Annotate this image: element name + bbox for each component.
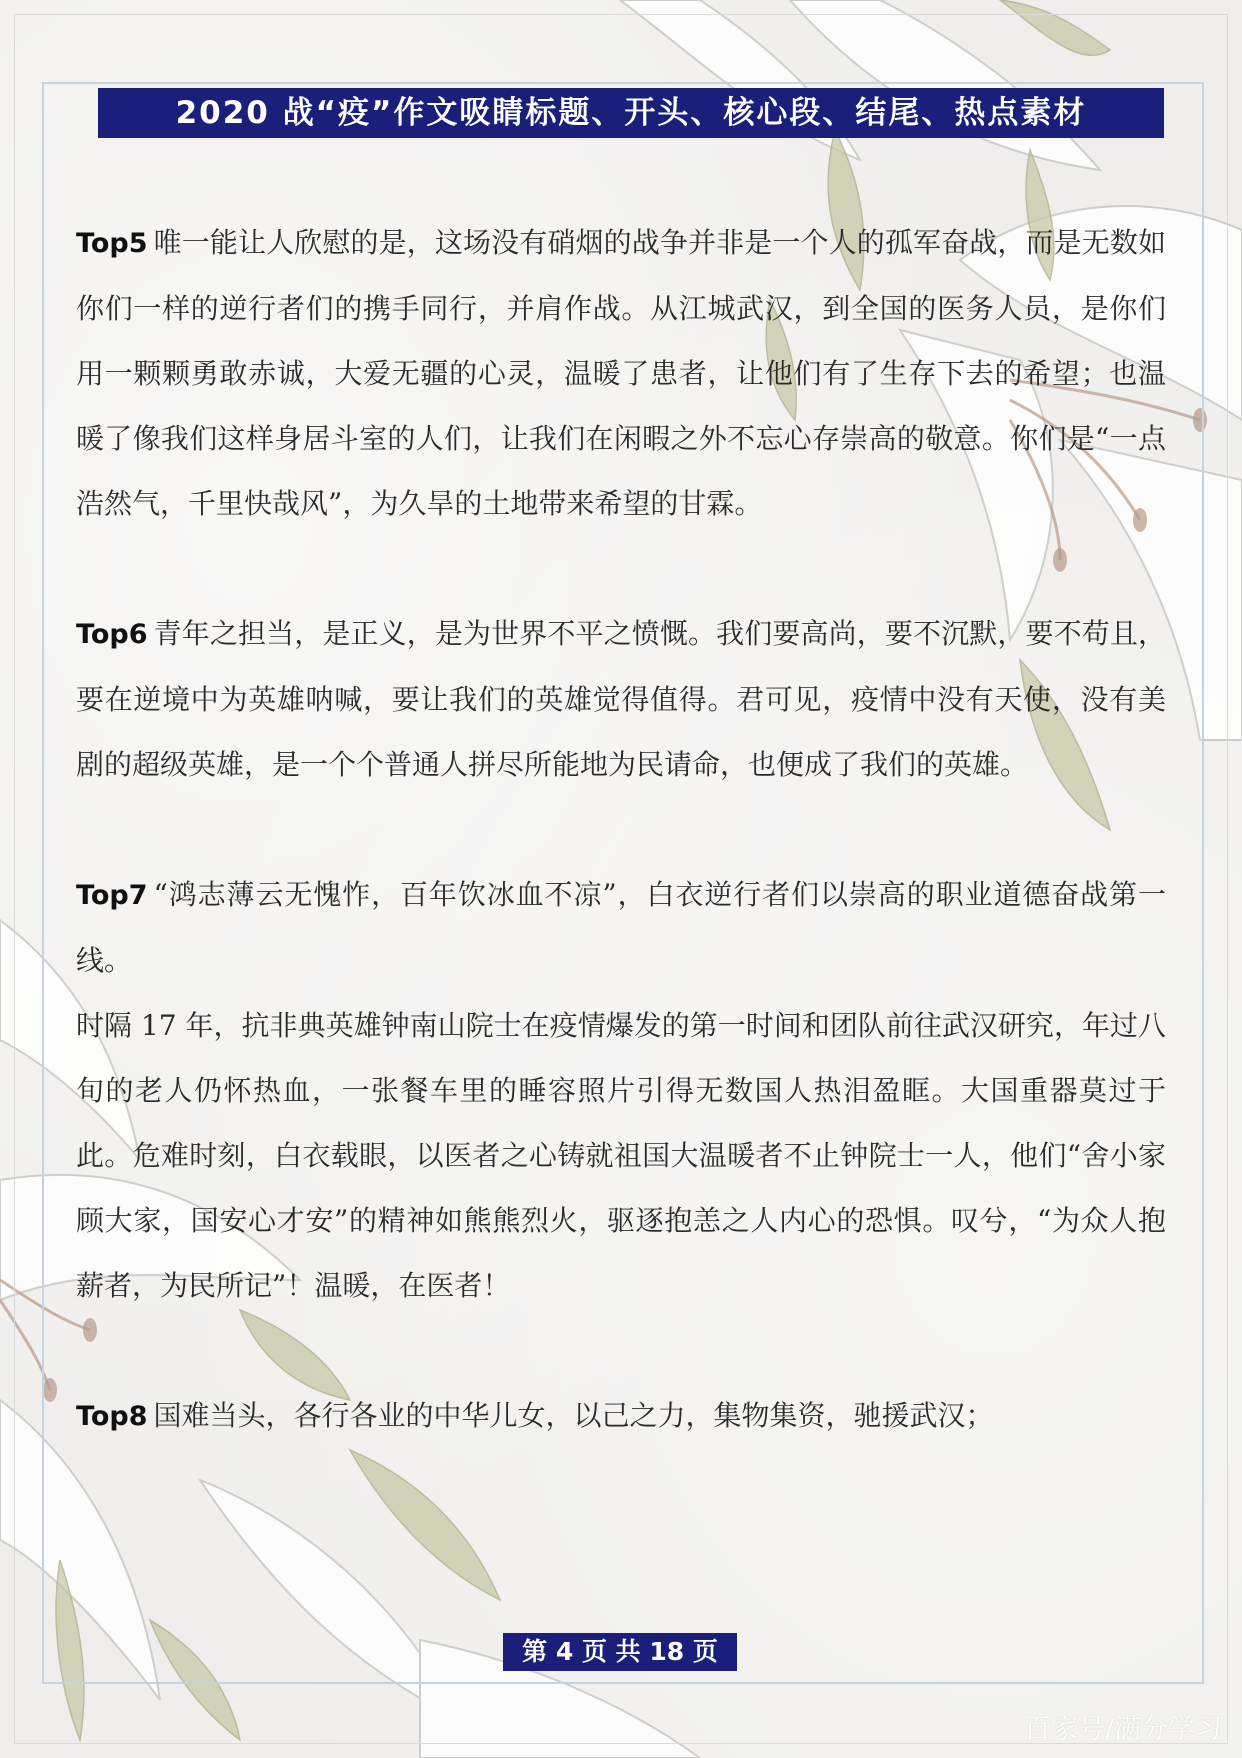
paragraph-text: 国难当头，各行各业的中华儿女，以己之力，集物集资，驰援武汉； [153, 1399, 994, 1432]
paragraph-top8 [76, 1383, 1166, 1449]
paragraph-text: 唯一能让人欣慰的是，这场没有硝烟的战争并非是一个人的孤军奋战，而是无数如你们一样的逆行者们的携手同行，并肩作战。从江城武汉，到全国的医务人员，是你们用一颗颗勇敢赤诚，大爱无疆的心灵，温暖了患者，让他们有了生存下去的希望；也温暖了像我们这样身居斗室的人们，让我们在闲暇之外不忘心存崇高的敬意。你们是“一点浩然气，千里快哉风”，为久旱的土地带来希望的甘霖。 [76, 226, 1166, 520]
paragraph-tag: Top5 [76, 228, 148, 259]
paragraph-text: 青年之担当，是正义，是为世界不平之愤慨。我们要高尚，要不沉默，要不苟且，要在逆境中为英雄呐喊，要让我们的英雄觉得值得。君可见，疫情中没有天使，没有美剧的超级英雄，是一个个普通人拼尽所能地为民请命，也便成了我们的英雄。 [76, 617, 1166, 781]
paragraph-top7 [76, 862, 1166, 993]
page-number: 第 4 页 共 18 页 [503, 1633, 737, 1671]
paragraph-tag: Top8 [76, 1401, 148, 1432]
paragraph-tag: Top6 [76, 619, 148, 650]
paragraph-spacer [76, 536, 1166, 601]
paragraph-spacer [76, 1318, 1166, 1383]
article-body [76, 210, 1166, 1449]
page-title: 2020 战“疫”作文吸睛标题、开头、核心段、结尾、热点素材 [98, 88, 1164, 138]
paragraph-tag: Top7 [76, 880, 148, 911]
paragraph-top7-continued: 时隔 17 年，抗非典英雄钟南山院士在疫情爆发的第一时间和团队前往武汉研究，年过八旬的老人仍怀热血，一张餐车里的睡容照片引得无数国人热泪盈眶。大国重器莫过于此。危难时刻，白衣载眼，以医者之心铸就祖国大温暖者不止钟院士一人，他们“舍小家顾大家，国安心才安”的精神如熊熊烈火，驱逐抱恙之人内心的恐惧。叹兮，“为众人抱薪者，为民所记”！温暖，在医者！ [76, 1009, 1166, 1302]
paragraph-top5 [76, 210, 1166, 536]
paragraph-top6 [76, 601, 1166, 797]
paragraph-spacer [76, 797, 1166, 862]
watermark: 百家号/满分学习 [1023, 1714, 1222, 1745]
paragraph-text: “鸿志薄云无愧怍，百年饮冰血不凉”，白衣逆行者们以崇高的职业道德奋战第一线。 [76, 878, 1166, 977]
